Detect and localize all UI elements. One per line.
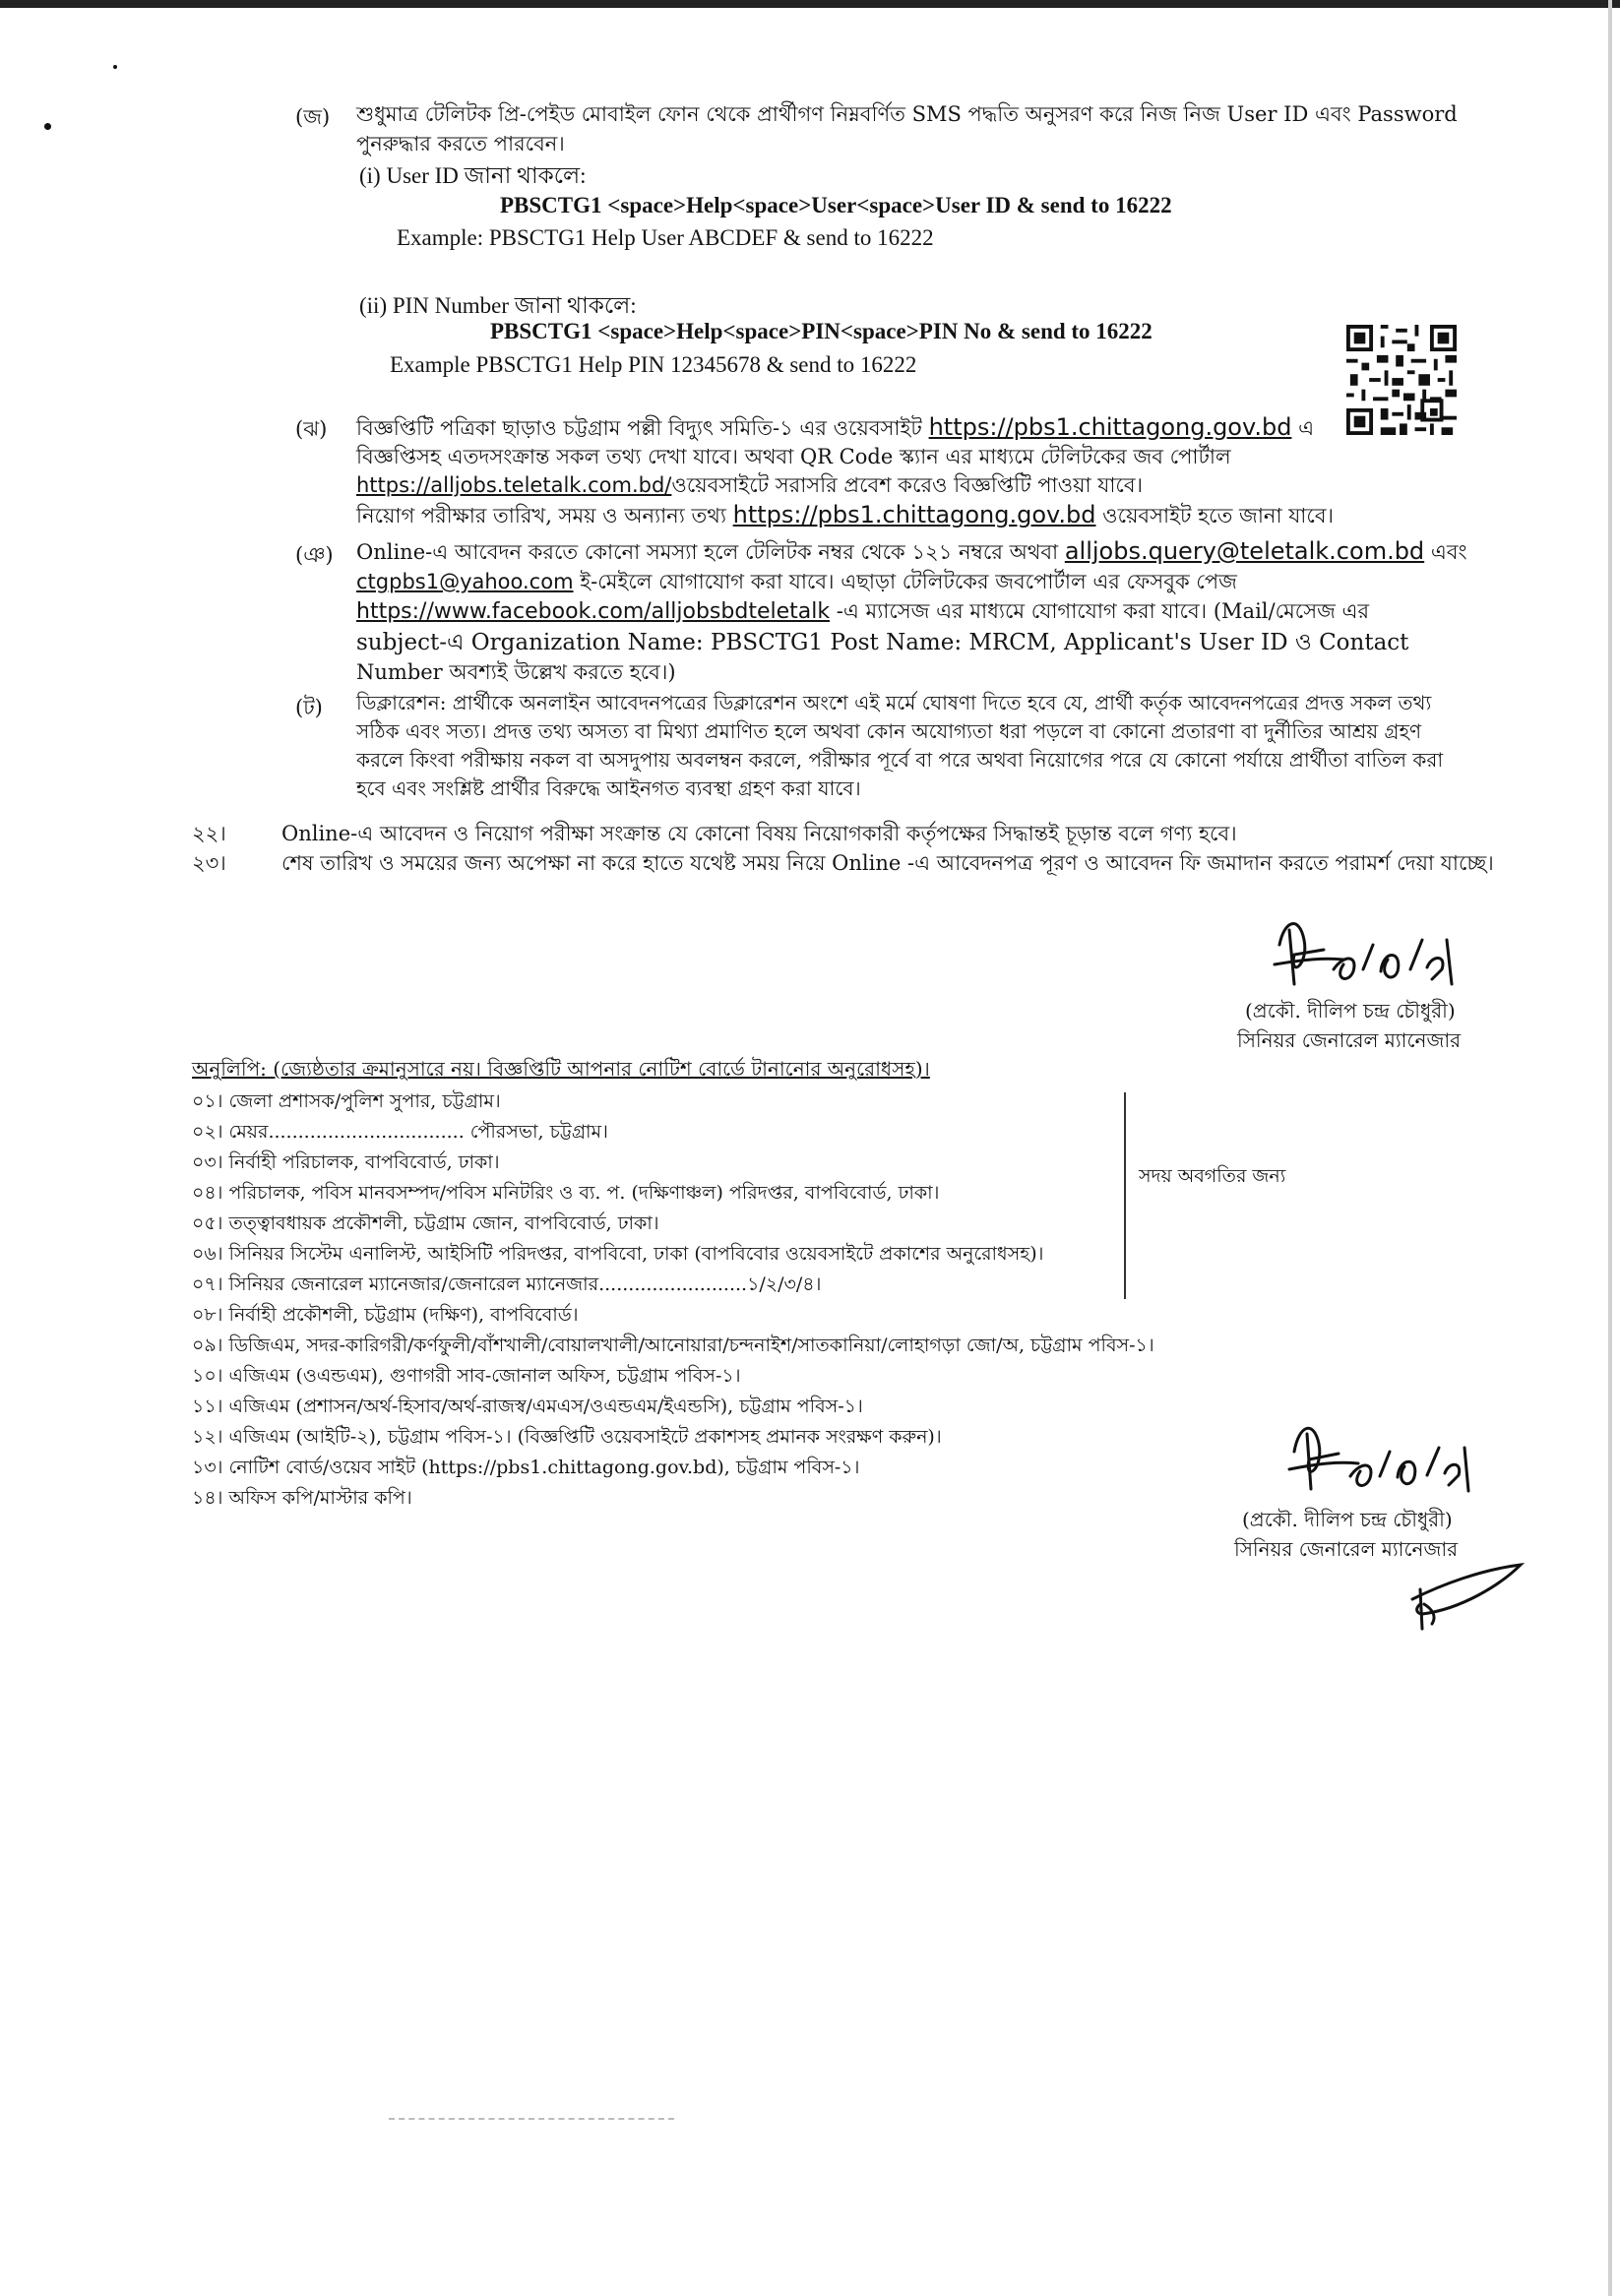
copy-recipient: ১০। এজিএম (ওএন্ডএম), গুণাগরী সাব-জোনাল অফিস, চট্টগ্রাম পবিস-১। <box>192 1365 741 1387</box>
clause-text: এ <box>1298 416 1315 440</box>
copy-recipient: ০৯। ডিজিএম, সদর-কারিগরী/কর্ণফুলী/বাঁশখালী/বোয়ালখালী/আনোয়ারা/চন্দনাইশ/সাতকানিয়া/লোহাগড়া জো/অ, চট্টগ্রাম পবিস-১। <box>192 1334 1154 1356</box>
website-link[interactable]: https://pbs1.chittagong.gov.bd <box>732 501 1096 528</box>
clause-line <box>356 536 1467 567</box>
facebook-link[interactable]: https://www.facebook.com/alljobsbdteletalk <box>356 599 831 624</box>
clause-text: subject-এ Organization Name: PBSCTG1 Post Name: MRCM, Applicant's User ID ও Contact <box>356 630 1409 655</box>
clause-text: ডিক্লারেশন: প্রার্থীকে অনলাইন আবেদনপত্রের ডিক্লারেশন অংশে এই মর্মে ঘোষণা দিতে হবে যে, প্রার্থী কর্তৃক আবেদনপত্রের প্রদত্ত সকল তথ্য <box>356 691 1432 714</box>
sms-example: Example: PBSCTG1 Help User ABCDEF & send to 16222 <box>397 225 934 250</box>
copy-recipient: ০৪। পরিচালক, পবিস মানবসম্পদ/পবিস মনিটরিং ও ব্য. প. (দক্ষিণাঞ্চল) পরিদপ্তর, বাপবিবোর্ড, ঢাকা। <box>192 1182 940 1204</box>
clause-text: শুধুমাত্র টেলিটক প্রি-পেইড মোবাইল ফোন থেকে প্রার্থীগণ নিম্নবর্ণিত SMS পদ্ধতি অনুসরণ করে নিজ নিজ User ID এবং Password <box>356 102 1458 126</box>
clause-mark: (ঞ) <box>295 543 334 567</box>
email-link[interactable]: ctgpbs1@yahoo.com <box>356 570 574 593</box>
clause-text: বিজ্ঞপ্তিটি পত্রিকা ছাড়াও চট্টগ্রাম পল্লী বিদ্যুৎ সমিতি-১ এর ওয়েবসাইট <box>356 416 922 440</box>
clause-text: ওয়েবসাইটে সরাসরি প্রবেশ করেও বিজ্ঞপ্তিটি পাওয়া যাবে। <box>671 473 1144 497</box>
signatory-designation: সিনিয়র জেনারেল ম্যানেজার <box>1234 1537 1459 1561</box>
clause-text: -এ ম্যাসেজ এর মাধ্যমে যোগাযোগ করা যাবে। (Mail/মেসেজ এর <box>836 599 1370 623</box>
copy-recipient: ০৬। সিনিয়র সিস্টেম এনালিস্ট, আইসিটি পরিদপ্তর, বাপবিবো, ঢাকা (বাপবিবোর ওয়েবসাইটে প্রকাশের অনুরোধসহ)। <box>192 1243 1044 1265</box>
clause-mark: (জ) <box>295 105 331 129</box>
scan-artifact <box>389 2118 674 2122</box>
scan-right-edge <box>1608 0 1612 2296</box>
scan-speck <box>44 123 51 130</box>
signatory-name: (প্রকৌ. দীলিপ চন্দ্র চৌধুরী) <box>1245 999 1456 1023</box>
clause-mark: (ঝ) <box>295 417 328 441</box>
sub-label: (i) User ID জানা থাকলে: <box>359 163 587 188</box>
email-link[interactable]: alljobs.query@teletalk.com.bd <box>1064 537 1425 565</box>
clause-text: এবং <box>1430 540 1467 564</box>
copy-recipient: ০২। মেয়র................................. পৌরসভা, চট্টগ্রাম। <box>192 1121 608 1143</box>
clause-text: করলে কিংবা পরীক্ষায় নকল বা অসদুপায় অবলম্বন করলে, পরীক্ষার পূর্বে বা পরে অথবা নিয়োগের পরে যে কোনো পর্যায়ে প্রার্থীতা বাতিল করা <box>356 748 1444 772</box>
sms-format: PBSCTG1 <space>Help<space>User<space>User ID & send to 16222 <box>500 193 1172 217</box>
copy-recipient: ১১। এজিএম (প্রশাসন/অর্থ-হিসাব/অর্থ-রাজস্ব/এমএস/ওএন্ডএম/ইএন্ডসি), চট্টগ্রাম পবিস-১। <box>192 1396 863 1417</box>
copy-recipient: ০৮। নির্বাহী প্রকৌশলী, চট্টগ্রাম (দক্ষিণ), বাপবিবোর্ড। <box>192 1304 579 1326</box>
item-number: ২৩। <box>192 851 226 875</box>
bracket-divider <box>1124 1092 1126 1299</box>
copies-heading: অনুলিপি: (জ্যেষ্ঠতার ক্রমানুসারে নয়। বিজ্ঞপ্তিটি আপনার নোটিশ বোর্ডে টানানোর অনুরোধসহ)। <box>192 1057 930 1081</box>
copy-recipient: ০৭। সিনিয়র জেনারেল ম্যানেজার/জেনারেল ম্যানেজার.........................১/২/৩/৪। <box>192 1273 822 1295</box>
copy-recipient: ১২। এজিএম (আইটি-২), চট্টগ্রাম পবিস-১। (বিজ্ঞপ্তিটি ওয়েবসাইটে প্রকাশসহ প্রমানক সংরক্ষণ করুন)। <box>192 1426 942 1448</box>
job-portal-link[interactable]: https://alljobs.teletalk.com.bd/ <box>356 473 672 497</box>
clause-text: হবে এবং সংশ্লিষ্ট প্রার্থীর বিরুদ্ধে আইনগত ব্যবস্থা গ্রহণ করা যাবে। <box>356 776 861 800</box>
clause-text: Number অবশ্যই উল্লেখ করতে হবে।) <box>356 660 676 684</box>
handwritten-signature <box>1265 910 1462 1009</box>
sms-example: Example PBSCTG1 Help PIN 12345678 & send to 16222 <box>390 352 917 377</box>
clause-text: পুনরুদ্ধার করতে পারবেন। <box>356 132 565 155</box>
clause-text: বিজ্ঞপ্তিসহ এতদসংক্রান্ত সকল তথ্য দেখা যাবে। অথবা QR Code স্ক্যান এর মাধ্যমে টেলিটকের জব পোর্টাল <box>356 445 1231 468</box>
copies-side-note: সদয় অবগতির জন্য <box>1139 1165 1286 1187</box>
item-number: ২২। <box>192 822 226 845</box>
sub-label: (ii) PIN Number জানা থাকলে: <box>359 293 637 318</box>
clause-line <box>356 412 1314 443</box>
clause-mark: (ট) <box>295 696 323 719</box>
handwritten-signature <box>1279 1412 1476 1511</box>
clause-text: Online-এ আবেদন করতে কোনো সমস্যা হলে টেলিটক নম্বর থেকে ১২১ নম্বরে অথবা <box>356 540 1059 564</box>
clause-line <box>356 500 1334 530</box>
item-text: শেষ তারিখ ও সময়ের জন্য অপেক্ষা না করে হাতে যথেষ্ট সময় নিয়ে Online -এ আবেদনপত্র পূরণ ও আবেদন ফি জমাদান করতে পরামর্শ দেয়া যাচ্ছে। <box>281 851 1494 875</box>
signatory-name: (প্রকৌ. দীলিপ চন্দ্র চৌধুরী) <box>1242 1508 1453 1531</box>
clause-text: ওয়েবসাইট হতে জানা যাবে। <box>1102 504 1335 527</box>
copy-recipient: ০১। জেলা প্রশাসক/পুলিশ সুপার, চট্টগ্রাম। <box>192 1090 501 1112</box>
clause-text: ই-মেইলে যোগাযোগ করা যাবে। এছাড়া টেলিটকের জবপোর্টাল এর ফেসবুক পেজ <box>580 570 1237 593</box>
scan-top-border <box>0 0 1620 8</box>
clause-text: সঠিক এবং সত্য। প্রদত্ত তথ্য অসত্য বা মিথ্যা প্রমাণিত হলে অথবা কোন অযোগ্যতা ধরা পড়লে বা কোনো প্রতারণা বা দুর্নীতির আশ্রয় গ্রহণ <box>356 719 1422 743</box>
copy-recipient: ০৫। তত্ত্বাবধায়ক প্রকৌশলী, চট্টগ্রাম জোন, বাপবিবোর্ড, ঢাকা। <box>192 1212 659 1234</box>
clause-line <box>356 596 1369 627</box>
copy-recipient: ১৪। অফিস কপি/মাস্টার কপি। <box>192 1487 412 1509</box>
sms-format: PBSCTG1 <space>Help<space>PIN<space>PIN No & send to 16222 <box>490 319 1153 343</box>
website-link[interactable]: https://pbs1.chittagong.gov.bd <box>928 413 1292 441</box>
copy-recipient: ১৩। নোটিশ বোর্ড/ওয়েব সাইট (https://pbs1.chittagong.gov.bd), চট্টগ্রাম পবিস-১। <box>192 1457 860 1478</box>
clause-line <box>356 470 1143 500</box>
item-text: Online-এ আবেদন ও নিয়োগ পরীক্ষা সংক্রান্ত যে কোনো বিষয় নিয়োগকারী কর্তৃপক্ষের সিদ্ধান্তই চূড়ান্ত বলে গণ্য হবে। <box>281 822 1237 845</box>
scan-speck <box>113 65 117 69</box>
initial-mark <box>1402 1555 1530 1634</box>
qr-code-image[interactable] <box>1346 325 1457 435</box>
clause-line <box>356 567 1237 596</box>
clause-text: নিয়োগ পরীক্ষার তারিখ, সময় ও অন্যান্য তথ্য <box>356 504 726 527</box>
signatory-designation: সিনিয়র জেনারেল ম্যানেজার <box>1237 1028 1462 1052</box>
copy-recipient: ০৩। নির্বাহী পরিচালক, বাপবিবোর্ড, ঢাকা। <box>192 1151 500 1173</box>
